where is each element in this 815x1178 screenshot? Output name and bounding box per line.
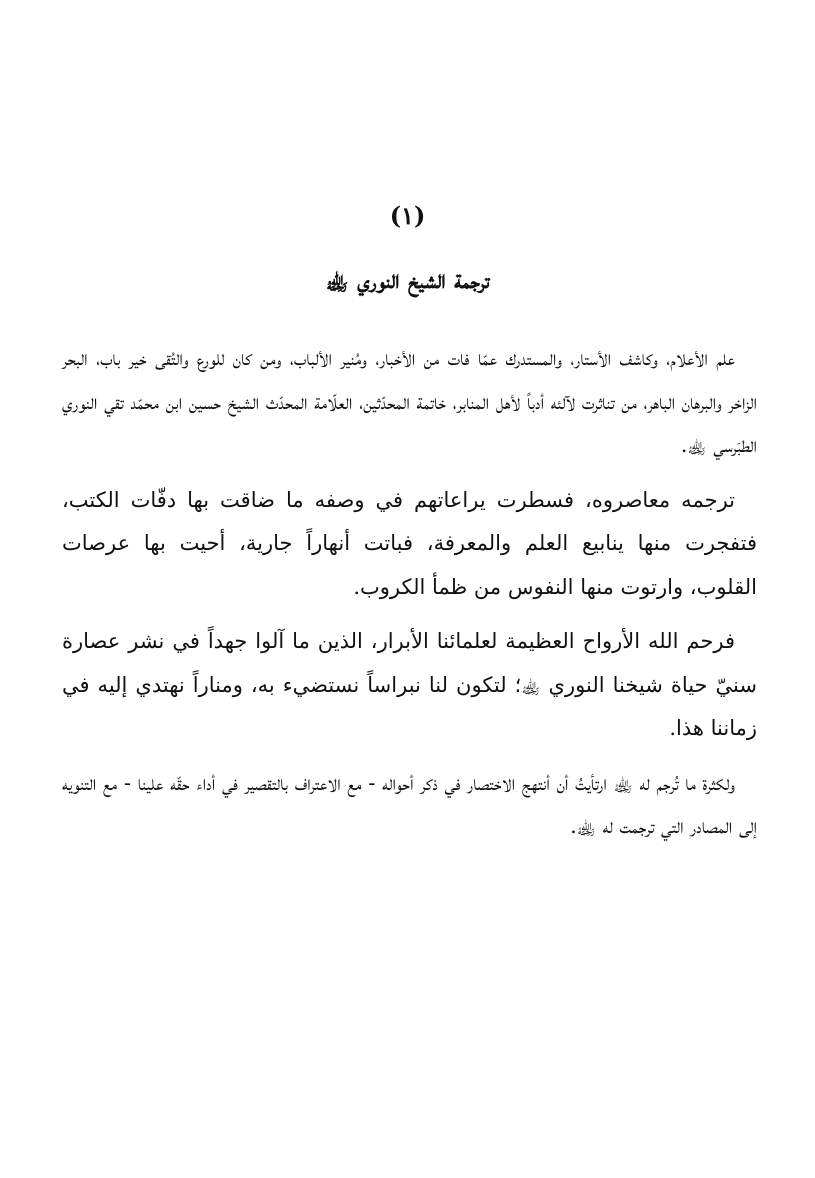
paragraph-mercy: فرحم الله الأرواح العظيمة لعلمائنا الأبرار، الذين ما آلوا جهداً في نشر عصارة سنيّ حياة شيخنا النوري ﵀؛ لتكون لنا نبراساً نستضيء به، ومناراً نهتدي إليه في زماننا هذا. xyxy=(62,629,757,740)
chapter-number: (١) xyxy=(389,201,426,230)
paragraph-brevity: ولكثرة ما تُرجم له ﵀ ارتأيتُ أن أنتهج الاختصار في ذكر أحواله - مع الاعتراف بالتقصير في أداء حقّه علينا - مع التنويه إلى المصادر التي ترجمت له ﵀. xyxy=(62,770,757,838)
body-text xyxy=(62,337,757,860)
paragraph-contemporaries: ترجمه معاصروه، فسطرت يراعاتهم في وصفه ما ضاقت بها دفّات الكتب، فتفجرت منها ينابيع العلم والمعرفة، فباتت أنهاراً جارية، أحيت بها عرصات القلوب، وارتوت منها النفوس من ظمأ الكروب. xyxy=(62,487,757,599)
paragraph-intro: علم الأعلام، وكاشف الأستار، والمستدرك عمّا فات من الأخبار، ومُنير الألباب، ومن كان للورع والتُقى خير باب، البحر الزاخر والبرهان الباهر، من تناثرت لآلئه أدباً لأهل المنابر، خاتمة المحدّثين، العلّامة المحدّث الشيخ حسين ابن محمّد تقي النوري الطبَرسي ﵀. xyxy=(62,346,757,457)
chapter-title: ترجمة الشيخ النوري ﵀ xyxy=(325,265,490,294)
